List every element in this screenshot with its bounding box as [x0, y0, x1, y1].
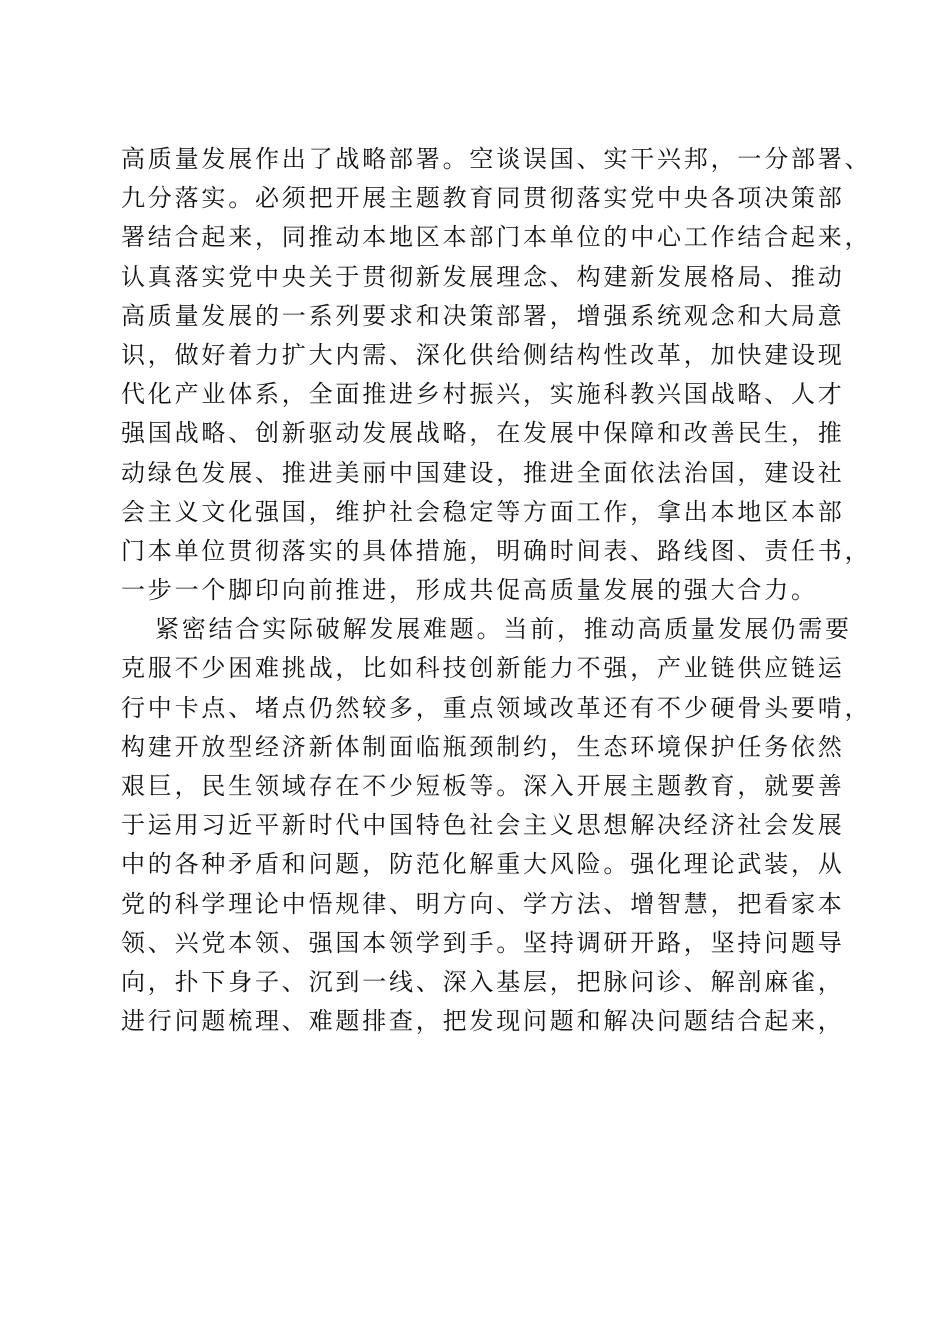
text-line: 构建开放型经济新体制面临瓶颈制约，生态环境保护任务依然: [121, 732, 845, 761]
text-line: 识，做好着力扩大内需、深化供给侧结构性改革，加快建设现: [121, 340, 845, 369]
text-line: 党的科学理论中悟规律、明方向、学方法、增智慧，把看家本: [121, 889, 845, 918]
text-line: 认真落实党中央关于贯彻新发展理念、构建新发展格局、推动: [121, 262, 845, 291]
text-line: 动绿色发展、推进美丽中国建设，推进全面依法治国，建设社: [121, 458, 845, 487]
text-line: 向，扑下身子、沉到一线、深入基层，把脉问诊、解剖麻雀，: [121, 967, 845, 996]
text-line: 高质量发展作出了战略部署。空谈误国、实干兴邦，一分部署、: [121, 145, 872, 173]
text-line: 行中卡点、堵点仍然较多，重点领域改革还有不少硬骨头要啃，: [121, 693, 872, 722]
text-line: 克服不少困难挑战，比如科技创新能力不强，产业链供应链运: [121, 654, 845, 683]
text-line: 代化产业体系，全面推进乡村振兴，实施科教兴国战略、人才: [121, 380, 845, 409]
text-line: 进行问题梳理、难题排查，把发现问题和解决问题结合起来，: [121, 1007, 845, 1036]
text-line: 会主义文化强国，维护社会稳定等方面工作，拿出本地区本部: [121, 497, 845, 526]
text-line: 高质量发展的一系列要求和决策部署，增强系统观念和大局意: [121, 301, 845, 330]
text-line: 一步一个脚印向前推进，形成共促高质量发展的强大合力。: [121, 576, 818, 605]
text-line: 署结合起来，同推动本地区本部门本单位的中心工作结合起来，: [121, 223, 872, 252]
text-line: 中的各种矛盾和问题，防范化解重大风险。强化理论武装，从: [121, 850, 845, 879]
text-line: 门本单位贯彻落实的具体措施，明确时间表、路线图、责任书，: [121, 536, 872, 565]
text-line: 艰巨，民生领域存在不少短板等。深入开展主题教育，就要善: [121, 772, 845, 800]
text-line: 强国战略、创新驱动发展战略，在发展中保障和改善民生，推: [121, 419, 845, 448]
body-text: [121, 140, 872, 1041]
text-line: 于运用习近平新时代中国特色社会主义思想解决经济社会发展: [121, 811, 845, 840]
text-line: 九分落实。必须把开展主题教育同贯彻落实党中央各项决策部: [121, 184, 845, 213]
text-line: 领、兴党本领、强国本领学到手。坚持调研开路，坚持问题导: [121, 928, 845, 957]
paragraph-heading-line: 紧密结合实际破解发展难题。当前，推动高质量发展仍需要: [155, 615, 852, 644]
